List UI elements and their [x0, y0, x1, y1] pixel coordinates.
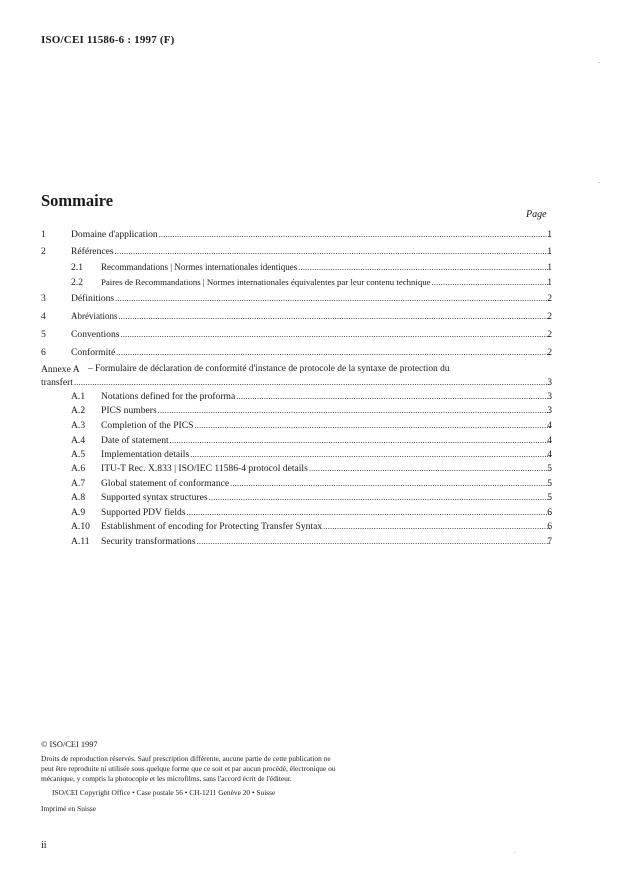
toc-page: 2: [547, 347, 552, 358]
toc-entry[interactable]: [0, 346, 620, 359]
toc-number: 4: [41, 311, 46, 322]
toc-number: A.1: [71, 391, 86, 402]
toc-label: – Formulaire de déclaration de conformité d'instance de protocole de la syntaxe de protection du: [88, 364, 450, 374]
toc-leader-dots: [194, 419, 551, 432]
toc-label: Notations defined for the proforma: [101, 391, 236, 402]
toc-label: Références: [71, 246, 114, 257]
toc-label: Establishment of encoding for Protecting Transfer Syntax: [101, 521, 323, 532]
scan-speck: [598, 182, 600, 183]
toc-leader-dots: [309, 462, 551, 475]
toc-page: 6: [547, 521, 552, 532]
toc-page: 4: [547, 449, 552, 460]
printed-in: Imprimé en Suisse: [41, 804, 97, 813]
rights-line: peut être reproduite ni utilisée sous quelque forme que ce soit et par aucun procédé, électronique ou: [41, 763, 336, 773]
toc-number: A.9: [71, 507, 86, 518]
toc-entry[interactable]: [0, 404, 620, 417]
toc-entry[interactable]: [0, 328, 620, 341]
scan-speck: [598, 62, 600, 63]
toc-entry[interactable]: [0, 228, 620, 241]
toc-page: 3: [547, 391, 552, 402]
toc-page: 6: [547, 507, 552, 518]
toc-label: PICS numbers: [101, 405, 157, 416]
toc-label-continued: transfert: [41, 377, 73, 388]
page-title: Sommaire: [41, 191, 114, 210]
scan-speck: [514, 852, 516, 853]
toc-page: 1: [547, 262, 552, 273]
toc-number: 1: [41, 229, 46, 240]
toc-leader-dots: [197, 535, 551, 548]
toc-number: 6: [41, 347, 46, 358]
copyright-office-address: ISO/CEI Copyright Office • Case postale 56 • CH-1211 Genève 20 • Suisse: [52, 788, 276, 797]
toc-number: A.7: [71, 478, 86, 489]
toc-entry[interactable]: [0, 491, 620, 504]
toc-label: Définitions: [71, 293, 115, 304]
toc-page: 4: [547, 420, 552, 431]
toc-page: 5: [547, 463, 552, 474]
toc-leader-dots: [432, 276, 551, 289]
rights-line: mécanique, y compris la photocopie et les microfilms, sans l'accord écrit de l'éditeur.: [41, 773, 292, 783]
toc-entry[interactable]: [0, 390, 620, 403]
toc-number: 2.1: [71, 262, 83, 273]
toc-leader-dots: [116, 346, 551, 359]
page-column-label: Page: [526, 209, 547, 220]
toc-leader-dots: [74, 376, 551, 389]
toc-leader-dots: [187, 506, 551, 519]
toc-label: Supported PDV fields: [101, 507, 186, 518]
toc-number: A.3: [71, 420, 86, 431]
toc-leader-dots: [121, 328, 551, 341]
toc-page: 4: [547, 435, 552, 446]
toc-leader-dots: [170, 434, 551, 447]
toc-entry[interactable]: [0, 419, 620, 432]
toc-entry[interactable]: [0, 506, 620, 519]
toc-page: 1: [547, 277, 552, 288]
toc-leader-dots: [119, 310, 552, 323]
document-header: ISO/CEI 11586-6 : 1997 (F): [41, 34, 175, 46]
toc-page: 2: [547, 311, 552, 322]
copyright-notice: © ISO/CEI 1997: [41, 740, 98, 749]
toc-number: A.2: [71, 405, 86, 416]
toc-label: Date of statement: [101, 435, 169, 446]
toc-page: 5: [547, 478, 552, 489]
toc-entry[interactable]: [0, 245, 620, 258]
toc-label: Domaine d'application: [71, 229, 158, 240]
toc-label: Paires de Recommandations | Normes internationales équivalentes par leur contenu technique: [101, 277, 431, 287]
toc-number: A.10: [71, 521, 90, 532]
rights-line: Droits de reproduction réservés. Sauf prescription différente, aucune partie de cette publication ne: [41, 754, 331, 763]
toc-entry[interactable]: [0, 276, 620, 289]
toc-number: A.11: [71, 536, 90, 547]
toc-page: 1: [547, 246, 552, 257]
toc-number: A.8: [71, 492, 86, 503]
toc-label: Conformité: [71, 347, 116, 358]
toc-page: 5: [547, 492, 552, 503]
toc-number: Annexe A: [41, 364, 80, 375]
toc-leader-dots: [323, 520, 551, 533]
rights-text: [41, 754, 401, 783]
toc-entry-annex-continued[interactable]: [0, 376, 620, 389]
toc-entry[interactable]: [0, 462, 620, 475]
toc-label: Security transformations: [101, 536, 196, 547]
toc-number: A.6: [71, 463, 86, 474]
toc-page: 7: [547, 536, 552, 547]
toc-entry[interactable]: [0, 535, 620, 548]
toc-entry[interactable]: [0, 477, 620, 490]
toc-label: Supported syntax structures: [101, 492, 208, 503]
toc-entry[interactable]: [0, 448, 620, 461]
toc-page: 2: [547, 293, 552, 304]
toc-leader-dots: [115, 292, 551, 305]
toc-entry[interactable]: [0, 520, 620, 533]
toc-label: Conventions: [71, 329, 120, 340]
toc-entry[interactable]: [0, 310, 620, 323]
toc-page: 3: [547, 405, 552, 416]
toc-page: 2: [547, 329, 552, 340]
page-number: ii: [41, 840, 47, 851]
toc-entry[interactable]: [0, 434, 620, 447]
toc-label: Completion of the PICS: [101, 420, 194, 431]
toc-label: Implementation details: [101, 449, 190, 460]
toc-number: 3: [41, 293, 46, 304]
toc-number: 2: [41, 246, 46, 257]
toc-leader-dots: [230, 477, 551, 490]
toc-page: 3: [547, 377, 552, 388]
toc-entry[interactable]: [0, 261, 620, 274]
toc-number: 2.2: [71, 277, 83, 288]
toc-leader-dots: [158, 404, 551, 417]
toc-label: Global statement of conformance: [101, 478, 230, 489]
toc-label: Recommandations | Normes internationales identiques: [101, 262, 298, 272]
toc-page: 1: [547, 229, 552, 240]
toc-leader-dots: [190, 448, 551, 461]
toc-number: 5: [41, 329, 46, 340]
toc-leader-dots: [236, 390, 551, 403]
toc-leader-dots: [298, 261, 551, 274]
toc-leader-dots: [115, 245, 551, 258]
toc-label: Abréviations: [71, 311, 118, 321]
toc-entry-annex[interactable]: [0, 363, 620, 376]
toc-number: A.5: [71, 449, 86, 460]
toc-leader-dots: [209, 491, 551, 504]
toc-leader-dots: [159, 228, 551, 241]
toc-label: ITU-T Rec. X.833 | ISO/IEC 11586-4 protocol details: [101, 463, 308, 474]
toc-entry[interactable]: [0, 292, 620, 305]
toc-number: A.4: [71, 435, 86, 446]
